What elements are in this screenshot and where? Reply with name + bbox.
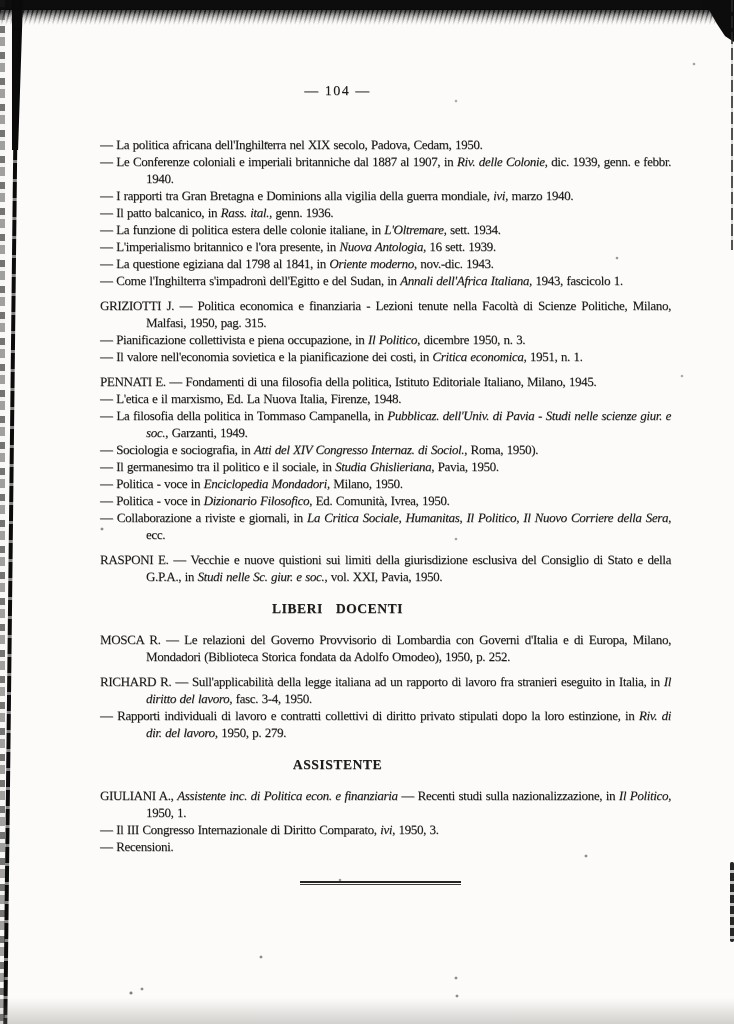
bibliography-entry: RASPONI E. — Vecchie e nuove quistioni sui limiti della giurisdizione esclusiva del Consiglio di Stato e della G.P.A., in Studi nelle Sc. giur. e soc., vol. XXI, Pavia, 1950.	[100, 552, 671, 584]
bibliography-entry: — Pianificazione collettivista e piena occupazione, in Il Politico, dicembre 1950, n. 3.	[100, 332, 526, 347]
bibliography-entry: — Recensioni.	[100, 839, 174, 854]
bibliography-entry: — Politica - voce in Enciclopedia Mondadori, Milano, 1950.	[100, 476, 403, 491]
bibliography-entry: — La politica africana dell'Inghilterra nel XIX secolo, Padova, Cedam, 1950.	[100, 137, 483, 152]
bibliography-entry: GIULIANI A., Assistente inc. di Politica econ. e finanziaria — Recenti studi sulla nazionalizzazione, in Il Politico, 1950, 1.	[100, 788, 672, 820]
entry-group	[100, 551, 671, 585]
entry-group	[100, 631, 671, 665]
section-heading: LIBERI DOCENTI	[271, 601, 404, 616]
bibliography-entry: — Il III Congresso Internazionale di Diritto Comparato, ivi, 1950, 3.	[100, 822, 439, 837]
bibliography-entry: — I rapporti tra Gran Bretagna e Dominions alla vigilia della guerra mondiale, ivi, marzo 1940.	[100, 188, 574, 203]
bibliography-content	[100, 136, 671, 885]
bibliography-entry: — Il patto balcanico, in Rass. ital., genn. 1936.	[100, 205, 334, 220]
bibliography-entry: MOSCA R. — Le relazioni del Governo Provvisorio di Lombardia con Governi d'Italia e di Europa, Milano, Mondadori (Biblioteca Storica fondata da Adolfo Omodeo), 1950, p. 252.	[100, 632, 671, 664]
bibliography-entry: GRIZIOTTI J. — Politica economica e finanziaria - Lezioni tenute nella Facoltà di Scienze Politiche, Milano, Malfasi, 1950, pag. 315.	[100, 298, 671, 330]
bibliography-entry: — La funzione di politica estera delle colonie italiane, in L'Oltremare, sett. 1934.	[100, 222, 501, 237]
entry-group	[100, 787, 671, 855]
entry-group	[100, 297, 671, 365]
bibliography-entry: — Le Conferenze coloniali e imperiali britanniche dal 1887 al 1907, in Riv. delle Colonie, dic. 1939, genn. e febbr. 1940.	[100, 154, 671, 186]
bibliography-entry: — Sociologia e sociografia, in Atti del XIV Congresso Internaz. di Sociol., Roma, 1950).	[100, 442, 539, 457]
entry-group	[100, 136, 671, 289]
bibliography-entry: — Il germanesimo tra il politico e il sociale, in Studia Ghislieriana, Pavia, 1950.	[100, 459, 499, 474]
bibliography-entry: — Come l'Inghilterra s'impadronì dell'Egitto e del Sudan, in Annali dell'Africa Italiana, 1943, fascicolo 1.	[100, 273, 623, 288]
bibliography-entry: — Collaborazione a riviste e giornali, in La Critica Sociale, Humanitas, Il Politico, Il Nuovo Corriere della Sera, ecc.	[100, 510, 671, 542]
end-rule	[300, 881, 461, 885]
bibliography-entry: — Rapporti individuali di lavoro e contratti collettivi di diritto privato stipulati dopo la loro estinzione, in Riv. di dir. del lavoro, 1950, p. 279.	[100, 708, 671, 740]
bibliography-entry: — Il valore nell'economia sovietica e la pianificazione dei costi, in Critica economica, 1951, n. 1.	[100, 349, 583, 364]
bibliography-entry: — La filosofia della politica in Tommaso Campanella, in Pubblicaz. dell'Univ. di Pavia - Studi nelle scienze giur. e soc., Garzanti, 1949.	[100, 408, 672, 440]
bibliography-entry: — L'imperialismo britannico e l'ora presente, in Nuova Antologia, 16 sett. 1939.	[100, 239, 496, 254]
bibliography-entry: — La questione egiziana dal 1798 al 1841, in Oriente moderno, nov.-dic. 1943.	[100, 256, 494, 271]
bibliography-entry: — L'etica e il marxismo, Ed. La Nuova Italia, Firenze, 1948.	[100, 391, 402, 406]
entry-group	[100, 373, 671, 543]
bibliography-entry: — Politica - voce in Dizionario Filosofico, Ed. Comunità, Ivrea, 1950.	[100, 493, 450, 508]
bibliography-entry: PENNATI E. — Fondamenti di una filosofia della politica, Istituto Editoriale Italiano, Milano, 1945.	[100, 374, 597, 389]
entry-group	[100, 673, 671, 741]
bibliography-entry: RICHARD R. — Sull'applicabilità della legge italiana ad un rapporto di lavoro fra stranieri eseguito in Italia, in Il diritto del lavoro, fasc. 3-4, 1950.	[100, 674, 671, 706]
section-heading: ASSISTENTE	[292, 757, 383, 772]
page-number: — 104 —	[304, 84, 371, 99]
